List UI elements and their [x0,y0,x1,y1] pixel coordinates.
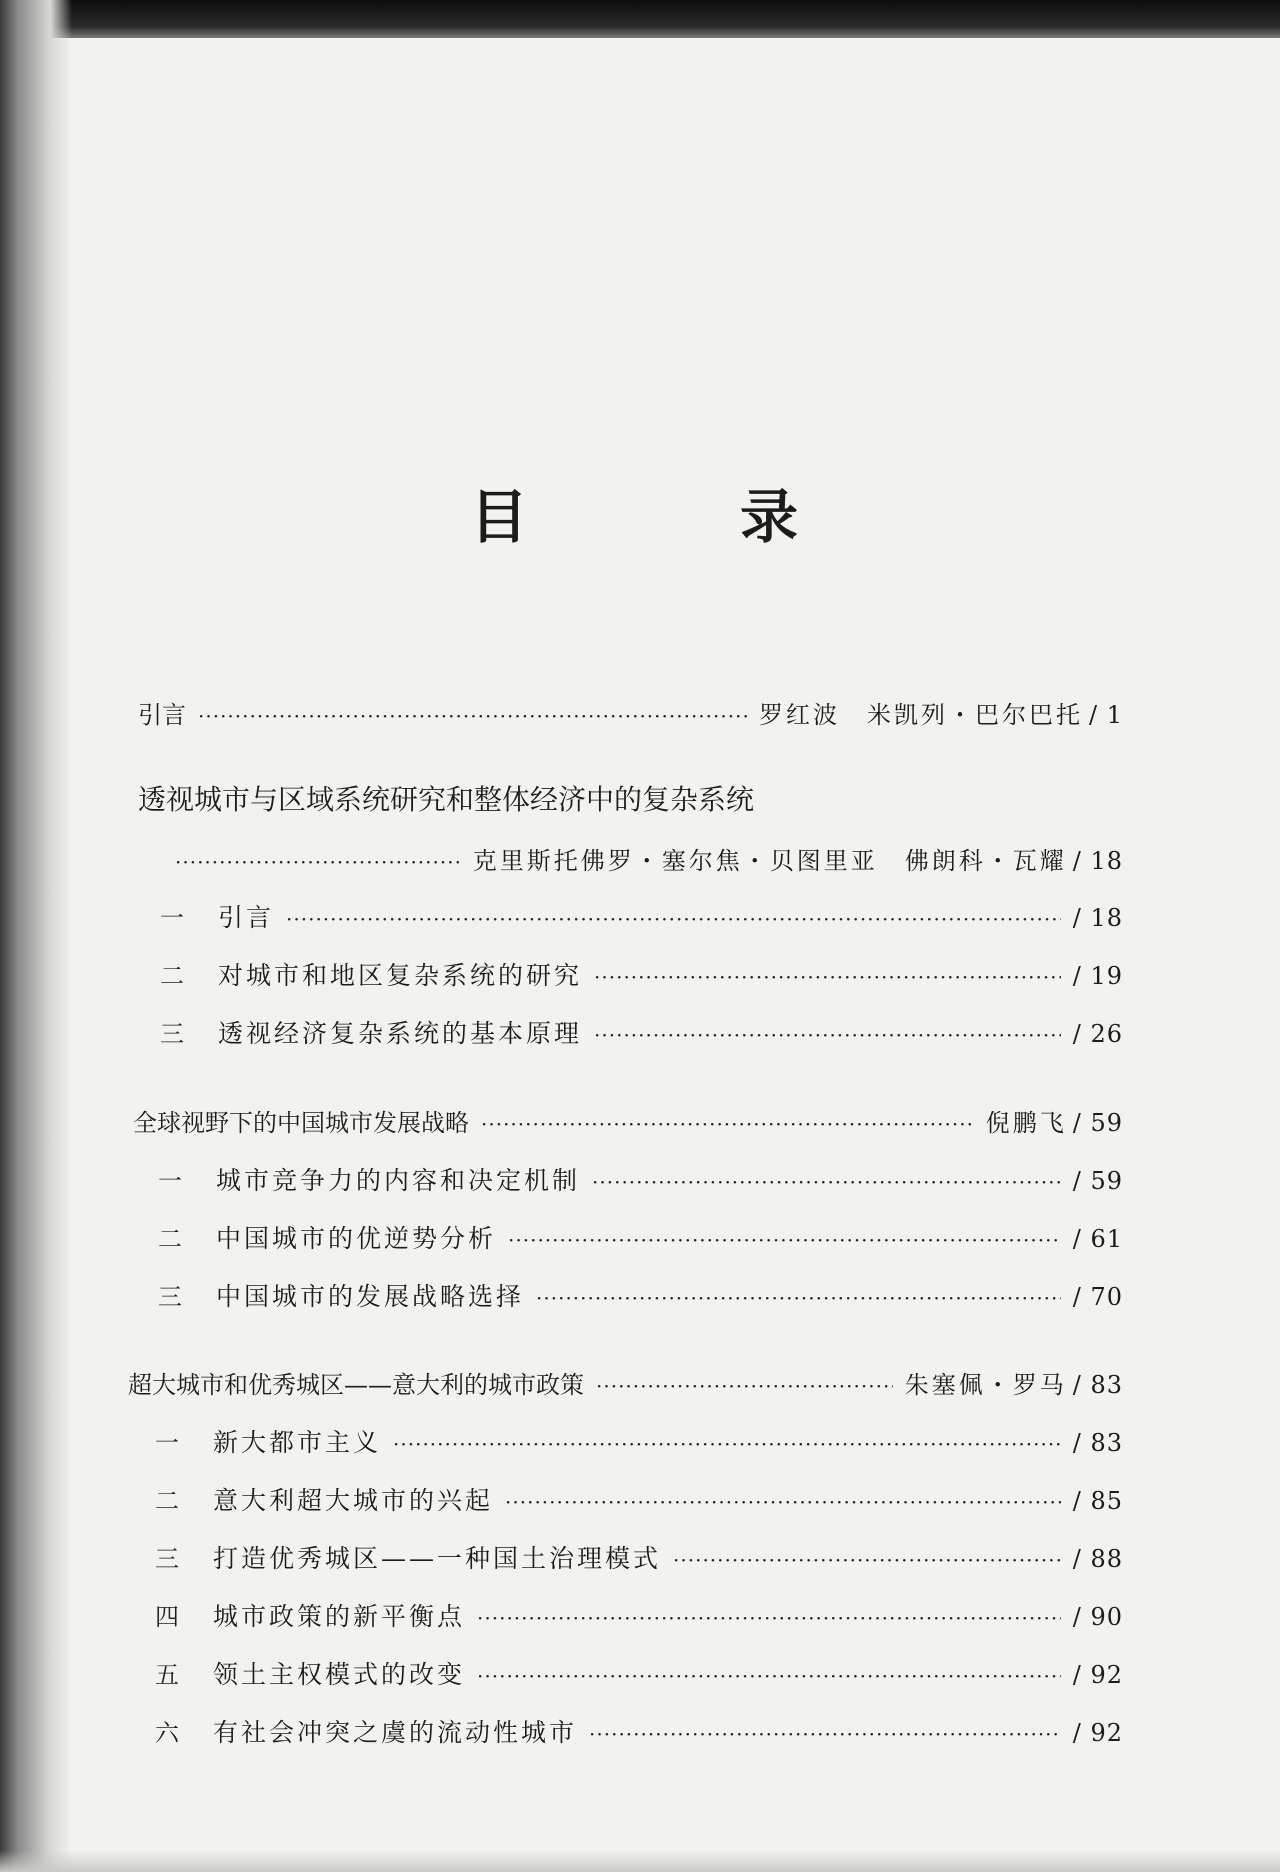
toc-entry-page: / 18 [1072,847,1123,875]
toc-entry-ch2-3[interactable] [158,1279,1123,1315]
toc-entry-ch1-2[interactable] [160,958,1123,994]
toc-entry-page: / 83 [1072,1371,1123,1399]
toc-entry-ch1-3[interactable] [160,1016,1123,1052]
toc-entry-page: / 90 [1072,1603,1123,1631]
toc-entry-label: 引言 [218,903,275,932]
leader-dots [536,1280,1061,1316]
toc-entry-ch3[interactable] [128,1367,1123,1403]
title-char-2: 录 [739,483,800,551]
section-number: 三 [155,1545,179,1573]
toc-entry-page: / 92 [1072,1661,1123,1689]
section-number: 四 [155,1603,179,1631]
leader-dots [477,1658,1061,1694]
section-number: 三 [160,1020,184,1048]
toc-entry-ch3-6[interactable] [155,1715,1123,1751]
leader-dots [589,1716,1061,1752]
toc-entry-page: / 18 [1072,904,1123,932]
toc-entry-author: 罗红波 米凯列・巴尔巴托 [759,701,1084,729]
toc-entry-page: / 1 [1089,701,1123,729]
chapter-1-byline [175,843,1123,879]
section-number: 二 [155,1487,179,1515]
section-number: 一 [160,904,184,932]
toc-entry-author: 朱塞佩・罗马 [904,1371,1067,1399]
leader-dots [505,1484,1061,1520]
toc-entry-ch3-1[interactable] [155,1425,1123,1461]
toc-entry-label: 引言 [138,701,186,729]
toc-entry-label: 新大都市主义 [213,1428,382,1457]
toc-entry-intro[interactable] [138,697,1123,733]
leader-dots [477,1600,1061,1636]
toc-entry-page: / 88 [1072,1545,1123,1573]
toc-entry-ch1-1[interactable] [160,900,1123,936]
leader-dots [286,901,1061,937]
toc-entry-page: / 92 [1072,1719,1123,1747]
toc-entry-page: / 85 [1072,1487,1123,1515]
leader-dots [596,1368,893,1404]
leader-dots [673,1542,1061,1578]
toc-entry-label: 全球视野下的中国城市发展战略 [133,1109,469,1137]
toc-entry-author: 倪鹏飞 [985,1109,1067,1137]
leader-dots [198,698,747,734]
toc-entry-ch3-3[interactable] [155,1541,1123,1577]
toc-entry-page: / 59 [1072,1167,1123,1195]
toc-entry-ch2[interactable] [133,1105,1123,1141]
leader-dots [508,1222,1061,1258]
toc-entry-ch3-2[interactable] [155,1483,1123,1519]
toc-entry-page: / 59 [1072,1109,1123,1137]
toc-entry-label: 打造优秀城区——一种国土治理模式 [213,1544,662,1573]
toc-entry-author: 克里斯托佛罗・塞尔焦・贝图里亚 佛朗科・瓦耀 [472,847,1067,875]
toc-entry-label: 领土主权模式的改变 [213,1660,466,1689]
leader-dots [592,1164,1061,1200]
toc-entry-label: 超大城市和优秀城区——意大利的城市政策 [128,1371,584,1399]
toc-entry-label: 城市竞争力的内容和决定机制 [216,1166,581,1195]
title-char-1: 目 [470,483,531,551]
toc-entry-label: 对城市和地区复杂系统的研究 [218,961,583,990]
leader-dots [481,1106,974,1142]
toc-entry-ch3-5[interactable] [155,1657,1123,1693]
section-number: 三 [158,1283,182,1311]
toc-entry-ch2-2[interactable] [158,1221,1123,1257]
section-number: 六 [155,1719,179,1747]
section-number: 一 [158,1167,182,1195]
section-number: 二 [160,962,184,990]
toc-entry-page: / 61 [1072,1225,1123,1253]
leader-dots [393,1426,1061,1462]
toc-entry-ch3-4[interactable] [155,1599,1123,1635]
toc-entry-label: 透视经济复杂系统的基本原理 [218,1019,583,1048]
leader-dots [175,844,461,880]
leader-dots [594,959,1061,995]
chapter-1-title[interactable]: 透视城市与区域系统研究和整体经济中的复杂系统 [138,783,755,816]
toc-entry-page: / 26 [1072,1020,1123,1048]
leader-dots [594,1017,1061,1053]
toc-entry-label: 意大利超大城市的兴起 [213,1486,494,1515]
toc-entry-page: / 70 [1072,1283,1123,1311]
section-number: 二 [158,1225,182,1253]
toc-entry-page: / 83 [1072,1429,1123,1457]
toc-entry-label: 中国城市的优逆势分析 [216,1224,497,1253]
toc-entry-label: 有社会冲突之虞的流动性城市 [213,1718,578,1747]
section-number: 一 [155,1429,179,1457]
toc-entry-ch2-1[interactable] [158,1163,1123,1199]
toc-entry-page: / 19 [1072,962,1123,990]
section-number: 五 [155,1661,179,1689]
toc-entry-label: 城市政策的新平衡点 [213,1602,466,1631]
toc-entry-label: 中国城市的发展战略选择 [216,1282,525,1311]
